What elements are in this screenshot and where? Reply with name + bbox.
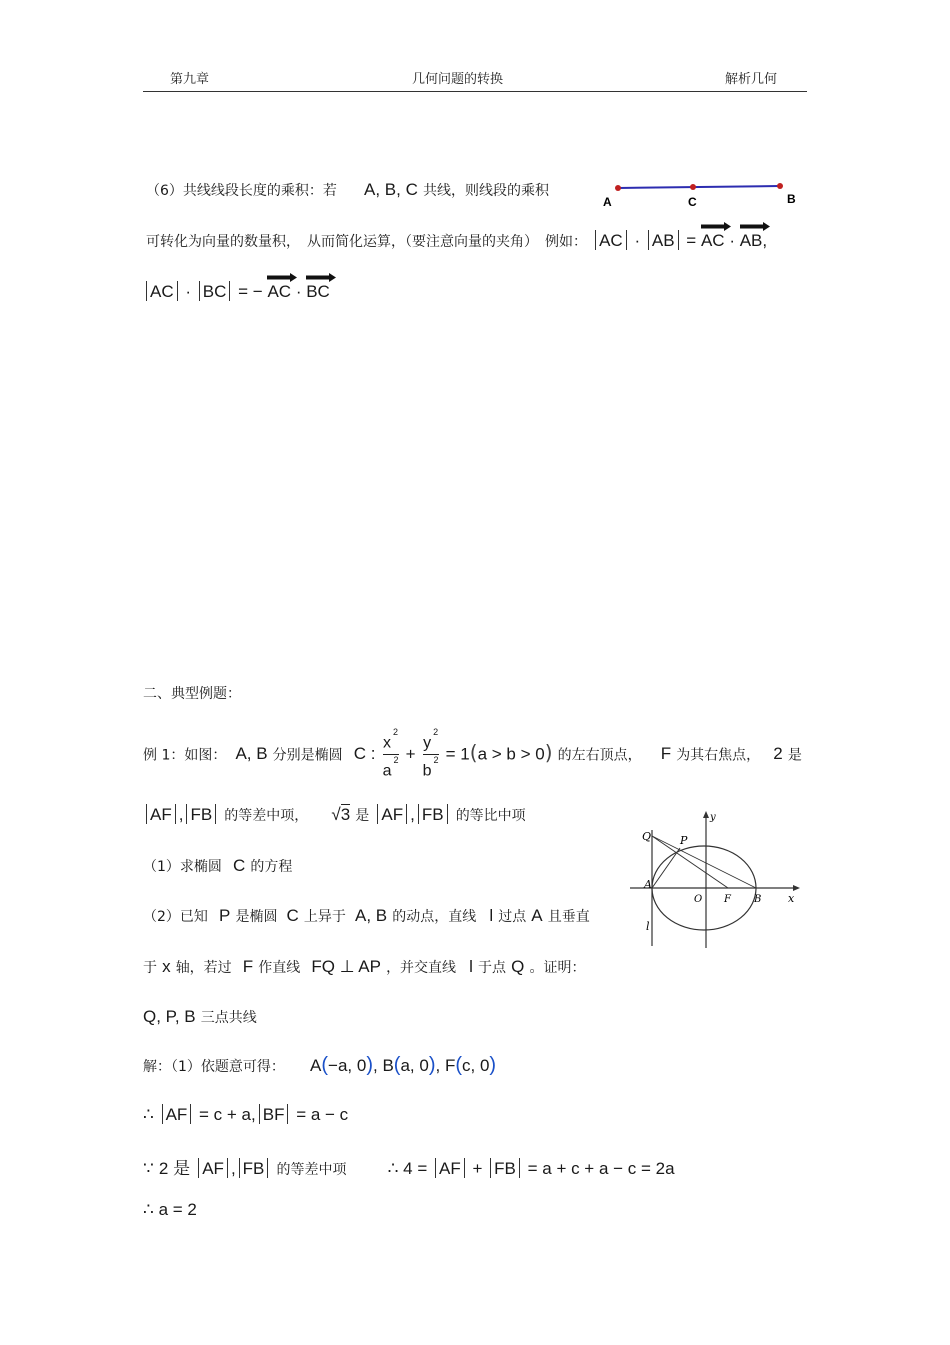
- solution-line3: ∵ 2 是 AF , FB 的等差中项 ∴ 4 = AF + FB = a + c + a − c = 2a: [143, 1159, 675, 1178]
- ex1-line2: AF , FB 的等差中项， √3 是 AF , FB 的等比中项: [143, 804, 526, 825]
- frac-y2-b2: $\frac{y^2}{b^2}$: [422, 727, 439, 780]
- label-l: l: [646, 920, 650, 933]
- sqrt-3: √3: [331, 805, 351, 824]
- ellipse-condition: a > b > 0: [477, 744, 545, 764]
- label-b: B: [787, 192, 796, 206]
- ex1-line1: 例 1：如图： A, B 分别是椭圆 C : $\frac{x^2}{a^2}$ + $\frac{y^2}{b^2}$ = 1(a > b > 0) 的左右顶点， F 为其右焦点， 2 是: [143, 727, 802, 780]
- ex1-ab: A, B: [235, 744, 268, 764]
- header-section: 解析几何: [725, 72, 778, 87]
- dot: ·: [634, 231, 641, 250]
- question-1: （1）求椭圆 C 的方程: [143, 856, 293, 875]
- s6-line2: [146, 230, 767, 251]
- header-chapter: 第九章: [170, 72, 210, 87]
- label-y: y: [710, 812, 716, 823]
- header-rule: [143, 91, 807, 92]
- vector-ac: AC: [701, 231, 725, 251]
- equals-neg: = −: [238, 282, 263, 301]
- s6-prefix: （6）共线线段长度的乘积：若: [146, 183, 337, 199]
- label-x: x: [788, 892, 795, 905]
- solution-line2: ∴ AF = c + a, BF = a − c: [143, 1105, 349, 1124]
- abs-bc: BC: [202, 282, 227, 301]
- solution-line1: 解：（1）依题意可得： A(−a, 0), B(a, 0), F(c, 0): [143, 1054, 497, 1076]
- question-2-line2: 于 x 轴，若过 F 作直线 FQ ⊥ AP ，并交直线 l 于点 Q 。证明：: [143, 957, 586, 976]
- segment-qb: [652, 836, 756, 888]
- label-a: A: [603, 195, 612, 209]
- point-a: [615, 185, 621, 191]
- label-q: Q: [642, 830, 652, 843]
- question-2-line3: Q, P, B 三点共线: [143, 1007, 257, 1026]
- vector-ac-2: AC: [267, 282, 291, 302]
- abs-ac: AC: [599, 231, 623, 250]
- abs-ac-2: AC: [150, 282, 174, 301]
- segment-line: [618, 186, 780, 188]
- solution-line4: ∴ a = 2: [143, 1200, 197, 1219]
- s6-suffix: 共线，则线段的乘积: [422, 183, 549, 199]
- segment-figure: [598, 178, 808, 210]
- s6-line2-text: 可转化为向量的数量积， 从而简化运算，（要注意向量的夹角） 例如：: [146, 234, 587, 250]
- ellipse-figure: [628, 806, 808, 950]
- segment-ap: [652, 848, 680, 888]
- ellipse-c: C :: [353, 744, 376, 764]
- label-f: F: [724, 894, 731, 905]
- frac-x2-a2: $\frac{x^2}{a^2}$: [382, 727, 399, 780]
- label-p: P: [680, 834, 688, 847]
- point-c: [690, 184, 696, 190]
- vector-ab: AB: [740, 231, 763, 251]
- equals: =: [686, 231, 697, 250]
- question-2-line1: （2）已知 P 是椭圆 C 上异于 A, B 的动点，直线 l 过点 A 且垂直: [143, 906, 590, 925]
- abs-ab: AB: [651, 231, 675, 250]
- label-a-fig: A: [644, 878, 652, 891]
- label-o: O: [694, 894, 703, 905]
- point-b: [777, 183, 783, 189]
- header-title: 几何问题的转换: [412, 72, 504, 87]
- vector-bc: BC: [306, 282, 330, 302]
- s6-example1: AC · AB = AC · AB,: [592, 231, 767, 250]
- s6-line1: [146, 180, 549, 200]
- label-c: C: [688, 195, 697, 209]
- s6-example2: AC · BC = − AC · BC: [143, 281, 330, 302]
- label-b-fig: B: [754, 894, 762, 905]
- section2-title: 二、典型例题：: [143, 686, 241, 702]
- s6-points: A, B, C: [364, 180, 418, 199]
- ex1-label: 例 1：如图：: [143, 747, 227, 764]
